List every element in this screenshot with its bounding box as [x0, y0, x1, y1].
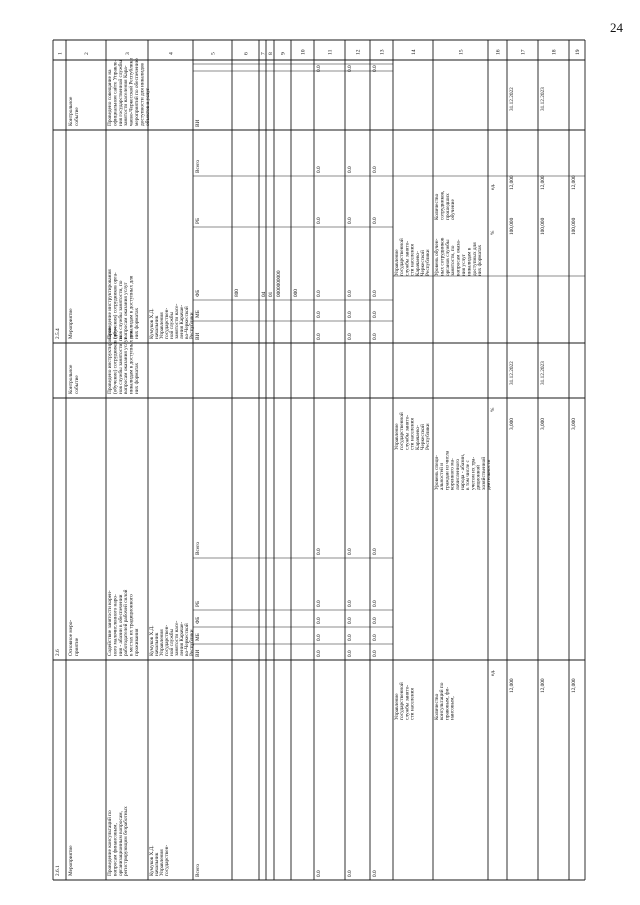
measure-2-6-1-value-c12: 0.0 [347, 870, 353, 877]
measure-2-5-4-fund-label: Всего [195, 160, 201, 173]
control-event-2-end-date: 31.12.2023 [540, 361, 546, 385]
measure-2-5-4-indicator-1-unit: ед. [490, 183, 496, 190]
measure-2-6-fund-label: РБ [195, 601, 201, 607]
measure-2-5-4-executor-line: Карачаево- [414, 251, 421, 276]
column-header-16: 16 [495, 49, 502, 55]
measure-2-6-indicator-unit: % [490, 407, 496, 412]
column-header-15: 15 [458, 49, 465, 55]
measure-2-6-1-indicator-name-line: правовым, фи- [444, 686, 451, 720]
measure-2-6-1-indicator-name-line: консультаций по [439, 682, 446, 720]
measure-2-5-4-indicator-2-name-line: ных сотрудников [439, 237, 446, 276]
measure-2-5-4-description-line: Проведение инструктирования [107, 269, 113, 339]
measure-2-5-4-value-c9: 0000000000 [276, 270, 282, 297]
measure-2-6-executor-line: Черкесской [420, 424, 426, 450]
measure-2-5-4-executor-line: Управление [394, 249, 400, 276]
measure-2-6-value-c13: 0.0 [372, 600, 378, 607]
measure-2-5-4-value-c13: 0.0 [372, 217, 378, 224]
measure-2-5-4-responsible-line: Кумуков Х.Д. [149, 308, 155, 339]
measure-2-6-value-c11: 0.0 [316, 634, 322, 641]
measure-2-5-4-indicator-2-name-line: Уровень обучен- [434, 238, 440, 276]
control-event-1-start-date: 31.12.2022 [509, 87, 515, 111]
measure-2-5-4-indicator-1-value-2023: 12,000 [540, 175, 546, 190]
measure-2-6-value-c13: 0.0 [372, 650, 378, 657]
measure-2-5-4-responsible-line: ной службы [169, 311, 175, 339]
measure-2-6-1-executor-line: государственной [399, 682, 406, 720]
measure-2-6-description-line: Содействие занятости корен- [107, 590, 113, 656]
control-event-2-description-line: (обучение) сотрудников орга- [112, 327, 119, 394]
measure-2-6-responsible-line: начальник [154, 632, 160, 656]
measure-2-5-4-value-c8: 01 [268, 291, 274, 297]
measure-2-6-indicator-name-line: граждан из числа [444, 450, 451, 490]
measure-2-6-value-c12: 0.0 [347, 600, 353, 607]
column-header-8: 8 [268, 52, 274, 55]
measure-2-6-responsible-line: ления Карачае- [179, 621, 185, 656]
measure-2-6-1-executor-line: службы занято- [404, 684, 411, 720]
measure-2-5-4-description-line: нов службы занятости, по [117, 280, 124, 339]
measure-2-6-indicator-name-line: Уровень специ- [434, 455, 440, 490]
measure-2-6-1-fund-label: Всего [195, 864, 201, 877]
control-event-2-type-line: событие [74, 375, 81, 394]
control-event-2-description-line: инвалидам в доступных для [128, 330, 135, 394]
measure-2-5-4-value-c12: 0.0 [347, 333, 353, 340]
measure-2-6-responsible-line: Кумуков Х.Д. [149, 625, 155, 656]
measure-2-5-4-executor-line: Республики [425, 249, 432, 276]
control-event-1-description-line: официальном сайте Управле- [112, 60, 119, 126]
measure-2-5-4-responsible-line: занятости насе- [174, 303, 180, 339]
measure-2-5-4-fund-label: ФБ [195, 289, 201, 297]
measure-2-5-4-executor-line: службы занято- [404, 240, 411, 276]
control-event-1-fund-label: ВИ [195, 119, 201, 127]
measure-2-5-4-indicator-1-name-line: обучение [450, 199, 457, 220]
measure-2-6-description-line: работодателей рабочей силой [123, 589, 130, 656]
measure-2-5-4-indicator-1-name-line: сотрудников, [439, 190, 446, 220]
measure-2-5-4-value-c11: 0.0 [316, 311, 322, 318]
measure-2-6-1-responsible-line: начальник [154, 852, 160, 876]
measure-2-6-1-description-line: Проведение консультаций по [107, 810, 113, 876]
measure-2-6-value-c12: 0.0 [347, 634, 353, 641]
measure-2-6-executor-line: Карачаево- [414, 425, 421, 450]
measure-2-5-4-fund-label: ВИ [195, 332, 201, 340]
control-event-1-description-line: чаево-Черкесской Республики [128, 58, 135, 126]
measure-2-5-4-indicator-2-name-line: доступных для [471, 242, 478, 276]
measure-2-5-4-value-c11: 0.0 [316, 290, 322, 297]
control-event-2-description-line: Проведено инструктирование [107, 326, 113, 394]
measure-2-6-1-description-line: вопросам финансовым, [112, 823, 119, 876]
measure-2-5-4-responsible-line: Республики [189, 312, 195, 339]
measure-2-5-4-responsible-line: начальник [154, 315, 160, 339]
column-header-18: 18 [551, 49, 558, 55]
control-event-2-description-line: вопросам оказания услуг [123, 337, 130, 394]
measure-2-6-fund-label: ВИ [195, 649, 201, 657]
column-header-14: 14 [411, 49, 417, 55]
measure-2-6-responsible-line: Республики [189, 629, 195, 656]
measure-2-5-4-description-line: вопросам оказания услуг [123, 282, 130, 339]
measure-2-5-4-indicator-1-name-line: Количество [434, 193, 440, 220]
control-event-2-description-line: нов службы занятости, по [117, 335, 124, 394]
measure-2-5-4-executor-line: Черкесской [420, 250, 426, 276]
measure-2-6-1-value-c11: 0.0 [316, 870, 322, 877]
measure-2-6-value-c12: 0.0 [347, 548, 353, 555]
measure-2-6-1-number: 2.6.1 [55, 865, 61, 876]
control-event-1-value: 0.0 [316, 65, 322, 72]
measure-2-5-4-executor-line: государственной [399, 238, 406, 276]
measure-2-5-4-fund-label: МБ [195, 310, 201, 318]
measure-2-5-4-indicator-2-name-line: них форматах [477, 244, 484, 276]
measure-2-5-4-value-c13: 0.0 [372, 333, 378, 340]
measure-2-5-4-type: Мероприятие [68, 308, 74, 339]
measure-2-6-1-responsible-line: государствен- [164, 844, 170, 876]
column-header-5: 5 [210, 52, 217, 55]
measure-2-6-1-indicator-value-2023: 12,000 [540, 678, 546, 693]
measure-2-6-description-line: ного малочисленного наро- [112, 594, 119, 656]
control-event-1-description-line: Проведено совещание на [107, 69, 113, 126]
measure-2-6-executor-line: государственной [399, 412, 406, 450]
measure-2-5-4-value-c11: 0.0 [316, 217, 322, 224]
measure-2-5-4-value-c12: 0.0 [347, 166, 353, 173]
measure-2-5-4-value-c11: 0.0 [316, 166, 322, 173]
control-event-1-end-date: 31.12.2023 [540, 87, 546, 111]
measure-2-5-4-fund-label: РБ [195, 218, 201, 224]
measure-2-6-1-executor-line: сти населения [409, 688, 416, 720]
control-event-2-start-date: 31.12.2022 [509, 361, 515, 385]
measure-2-5-4-value-c12: 0.0 [347, 217, 353, 224]
measure-2-6-indicator-name-line: народа - абазин, [460, 453, 466, 490]
measure-2-6-value-c13: 0.0 [372, 548, 378, 555]
measure-2-6-value-c13: 0.0 [372, 617, 378, 624]
control-event-1-description-line: занятости населения Кара- [123, 65, 130, 126]
measure-2-6-executor-line: сти населения [409, 418, 416, 450]
measure-2-6-indicator-name-line: лочисленного [454, 458, 461, 490]
measure-2-5-4-indicator-2-value-2023: 100,000 [540, 217, 546, 235]
control-event-1-type-line: Контрольное [68, 96, 74, 126]
column-header-17: 17 [520, 49, 527, 55]
measure-2-5-4-indicator-2-name-line: вопросам оказа- [455, 239, 462, 276]
measure-2-5-4-responsible-line: Управления [159, 312, 165, 339]
measure-2-5-4-indicator-2-unit: % [490, 230, 496, 235]
control-event-2-description-line: них форматах [134, 362, 140, 394]
control-event-1-description-line: объектов и услуг [144, 87, 151, 126]
measure-2-5-4-indicator-2-value-2022: 100,000 [509, 217, 515, 235]
control-event-1-description-line: доступности для инвалидов [139, 63, 146, 126]
measure-2-6-indicator-value-2024: 3,000 [571, 418, 577, 430]
measure-2-6-1-indicator-name-line: нансовым, [449, 696, 456, 720]
measure-2-5-4-value-c13: 0.0 [372, 311, 378, 318]
measure-2-6-1-indicator-value-2024: 12,000 [571, 678, 577, 693]
control-event-1-value: 0.0 [347, 65, 353, 72]
page-number: 24 [610, 20, 623, 35]
column-header-19: 19 [575, 49, 581, 55]
measure-2-6-indicator-name-line: альностей и [439, 462, 446, 490]
measure-2-5-4-value-c13: 0.0 [372, 290, 378, 297]
measure-2-6-1-description-line: организационным вопросам, [117, 811, 124, 876]
measure-2-6-fund-label: МБ [195, 633, 201, 641]
measure-2-5-4-value-c13: 0.0 [372, 166, 378, 173]
measure-2-6-responsible-line: ной службы [169, 628, 175, 656]
measure-2-6-type-line: Основное меро- [68, 619, 74, 656]
control-event-2-type-line: Контрольное [68, 364, 74, 394]
control-event-1-type-line: событие [74, 107, 81, 126]
column-header-12: 12 [355, 49, 362, 55]
measure-2-5-4-indicator-2-name-line: занятости, по [450, 245, 457, 276]
measure-2-5-4-value-c12: 0.0 [347, 311, 353, 318]
measure-2-6-indicator-value-2022: 3,000 [509, 418, 515, 430]
measure-2-6-indicator-name-line: деятельности [486, 459, 492, 490]
measure-2-6-1-type: Мероприятие [68, 845, 74, 876]
column-header-2: 2 [84, 52, 90, 55]
measure-2-5-4-indicator-2-name-line: органов службы [444, 239, 451, 276]
measure-2-6-1-indicator-name-line: Количество [434, 693, 440, 720]
measure-2-5-4-number: 2.5.4 [55, 328, 61, 339]
measure-2-5-4-responsible-line: ления Карачае- [179, 304, 185, 339]
measure-2-6-indicator-name-line: хозяйственной [480, 456, 487, 490]
measure-2-6-1-executor-line: Управление [394, 693, 400, 720]
measure-2-6-value-c12: 0.0 [347, 650, 353, 657]
measure-2-6-indicator-name-line: в том числе с [465, 460, 472, 490]
measure-2-6-1-indicator-value-2022: 12,000 [509, 678, 515, 693]
measure-2-6-fund-label: ФБ [195, 616, 201, 624]
column-header-3: 3 [125, 52, 131, 55]
measure-2-5-4-value-c7: 04 [261, 291, 267, 297]
measure-2-6-indicator-name-line: диционной [475, 465, 482, 490]
measure-2-5-4-description-line: инвалидам в доступных для [128, 275, 135, 339]
measure-2-5-4-indicator-2-value-2024: 100,000 [571, 217, 577, 235]
measure-2-5-4-responsible-line: во-Черкесской [184, 306, 190, 339]
measure-2-6-responsible-line: государствен- [164, 624, 170, 656]
measure-2-6-indicator-name-line: коренного ма- [449, 458, 456, 490]
measure-2-6-responsible-line: во-Черкесской [184, 623, 190, 656]
measure-2-5-4-value-c6: 800 [234, 289, 240, 297]
measure-2-5-4-description-line: (обучения) сотрудников орга- [112, 272, 119, 339]
measure-2-6-value-c11: 0.0 [316, 548, 322, 555]
measure-2-6-indicator-name-line: учетом их тра- [470, 456, 477, 490]
column-header-10: 10 [300, 49, 307, 55]
control-event-1-description-line: мероприятий по обеспечению [134, 58, 140, 126]
measure-2-6-description-line: ния - абазин в обеспечении [117, 594, 124, 656]
measure-2-6-value-c11: 0.0 [316, 650, 322, 657]
measure-2-6-1-description-line: регистрирующим безработных [123, 806, 130, 876]
measure-2-5-4-executor-line: сти населения [409, 244, 416, 276]
measure-2-5-4-indicator-2-name-line: инвалидам в [466, 247, 473, 276]
measure-2-6-fund-label: Всего [195, 542, 201, 555]
measure-2-6-type-line: приятие [74, 637, 81, 656]
measure-2-5-4-value-c11: 0.0 [316, 333, 322, 340]
measure-2-5-4-description-line: них форматах [134, 307, 140, 339]
measure-2-6-executor-line: службы занято- [404, 414, 411, 450]
measure-2-6-value-c13: 0.0 [372, 634, 378, 641]
measure-2-6-executor-line: Республики [425, 423, 432, 450]
measure-2-6-indicator-value-2023: 3,000 [540, 418, 546, 430]
column-header-11: 11 [327, 49, 334, 55]
measure-2-5-4-indicator-1-value-2024: 12,000 [571, 175, 577, 190]
control-event-1-description-line: ния государственной службы [117, 60, 124, 126]
measure-2-6-number: 2.6 [55, 649, 61, 656]
measure-2-5-4-indicator-1-name-line: прошедших [444, 193, 451, 220]
measure-2-6-executor-line: Управление [394, 423, 400, 450]
measure-2-6-value-c12: 0.0 [347, 617, 353, 624]
measure-2-6-1-responsible-line: Управления [159, 849, 165, 876]
measure-2-6-responsible-line: занятости насе- [174, 620, 180, 656]
measure-2-6-value-c11: 0.0 [316, 600, 322, 607]
control-event-1-value: 0.0 [372, 65, 378, 72]
measure-2-6-value-c11: 0.0 [316, 617, 322, 624]
measure-2-6-1-responsible-line: Кумуков Х.Д. [149, 845, 155, 876]
column-header-6: 6 [243, 52, 250, 55]
measure-2-5-4-indicator-1-value-2022: 12,000 [509, 175, 515, 190]
measure-2-5-4-value-c10: 000 [293, 289, 299, 297]
measure-2-6-description-line: проживания [134, 628, 140, 656]
column-header-13: 13 [379, 49, 386, 55]
measure-2-6-1-indicator-unit: ед. [490, 669, 496, 676]
column-header-1: 1 [57, 52, 64, 55]
measure-2-5-4-value-c12: 0.0 [347, 290, 353, 297]
measure-2-5-4-indicator-2-name-line: ния услуг [461, 254, 467, 276]
column-header-9: 9 [280, 52, 287, 55]
measure-2-6-1-value-c13: 0.0 [372, 870, 378, 877]
measure-2-6-description-line: в местах их традиционного [128, 594, 135, 656]
column-header-7: 7 [260, 52, 267, 55]
measure-2-5-4-responsible-line: государствен- [164, 307, 170, 339]
column-header-4: 4 [168, 52, 175, 55]
measure-2-6-responsible-line: Управления [159, 629, 165, 656]
